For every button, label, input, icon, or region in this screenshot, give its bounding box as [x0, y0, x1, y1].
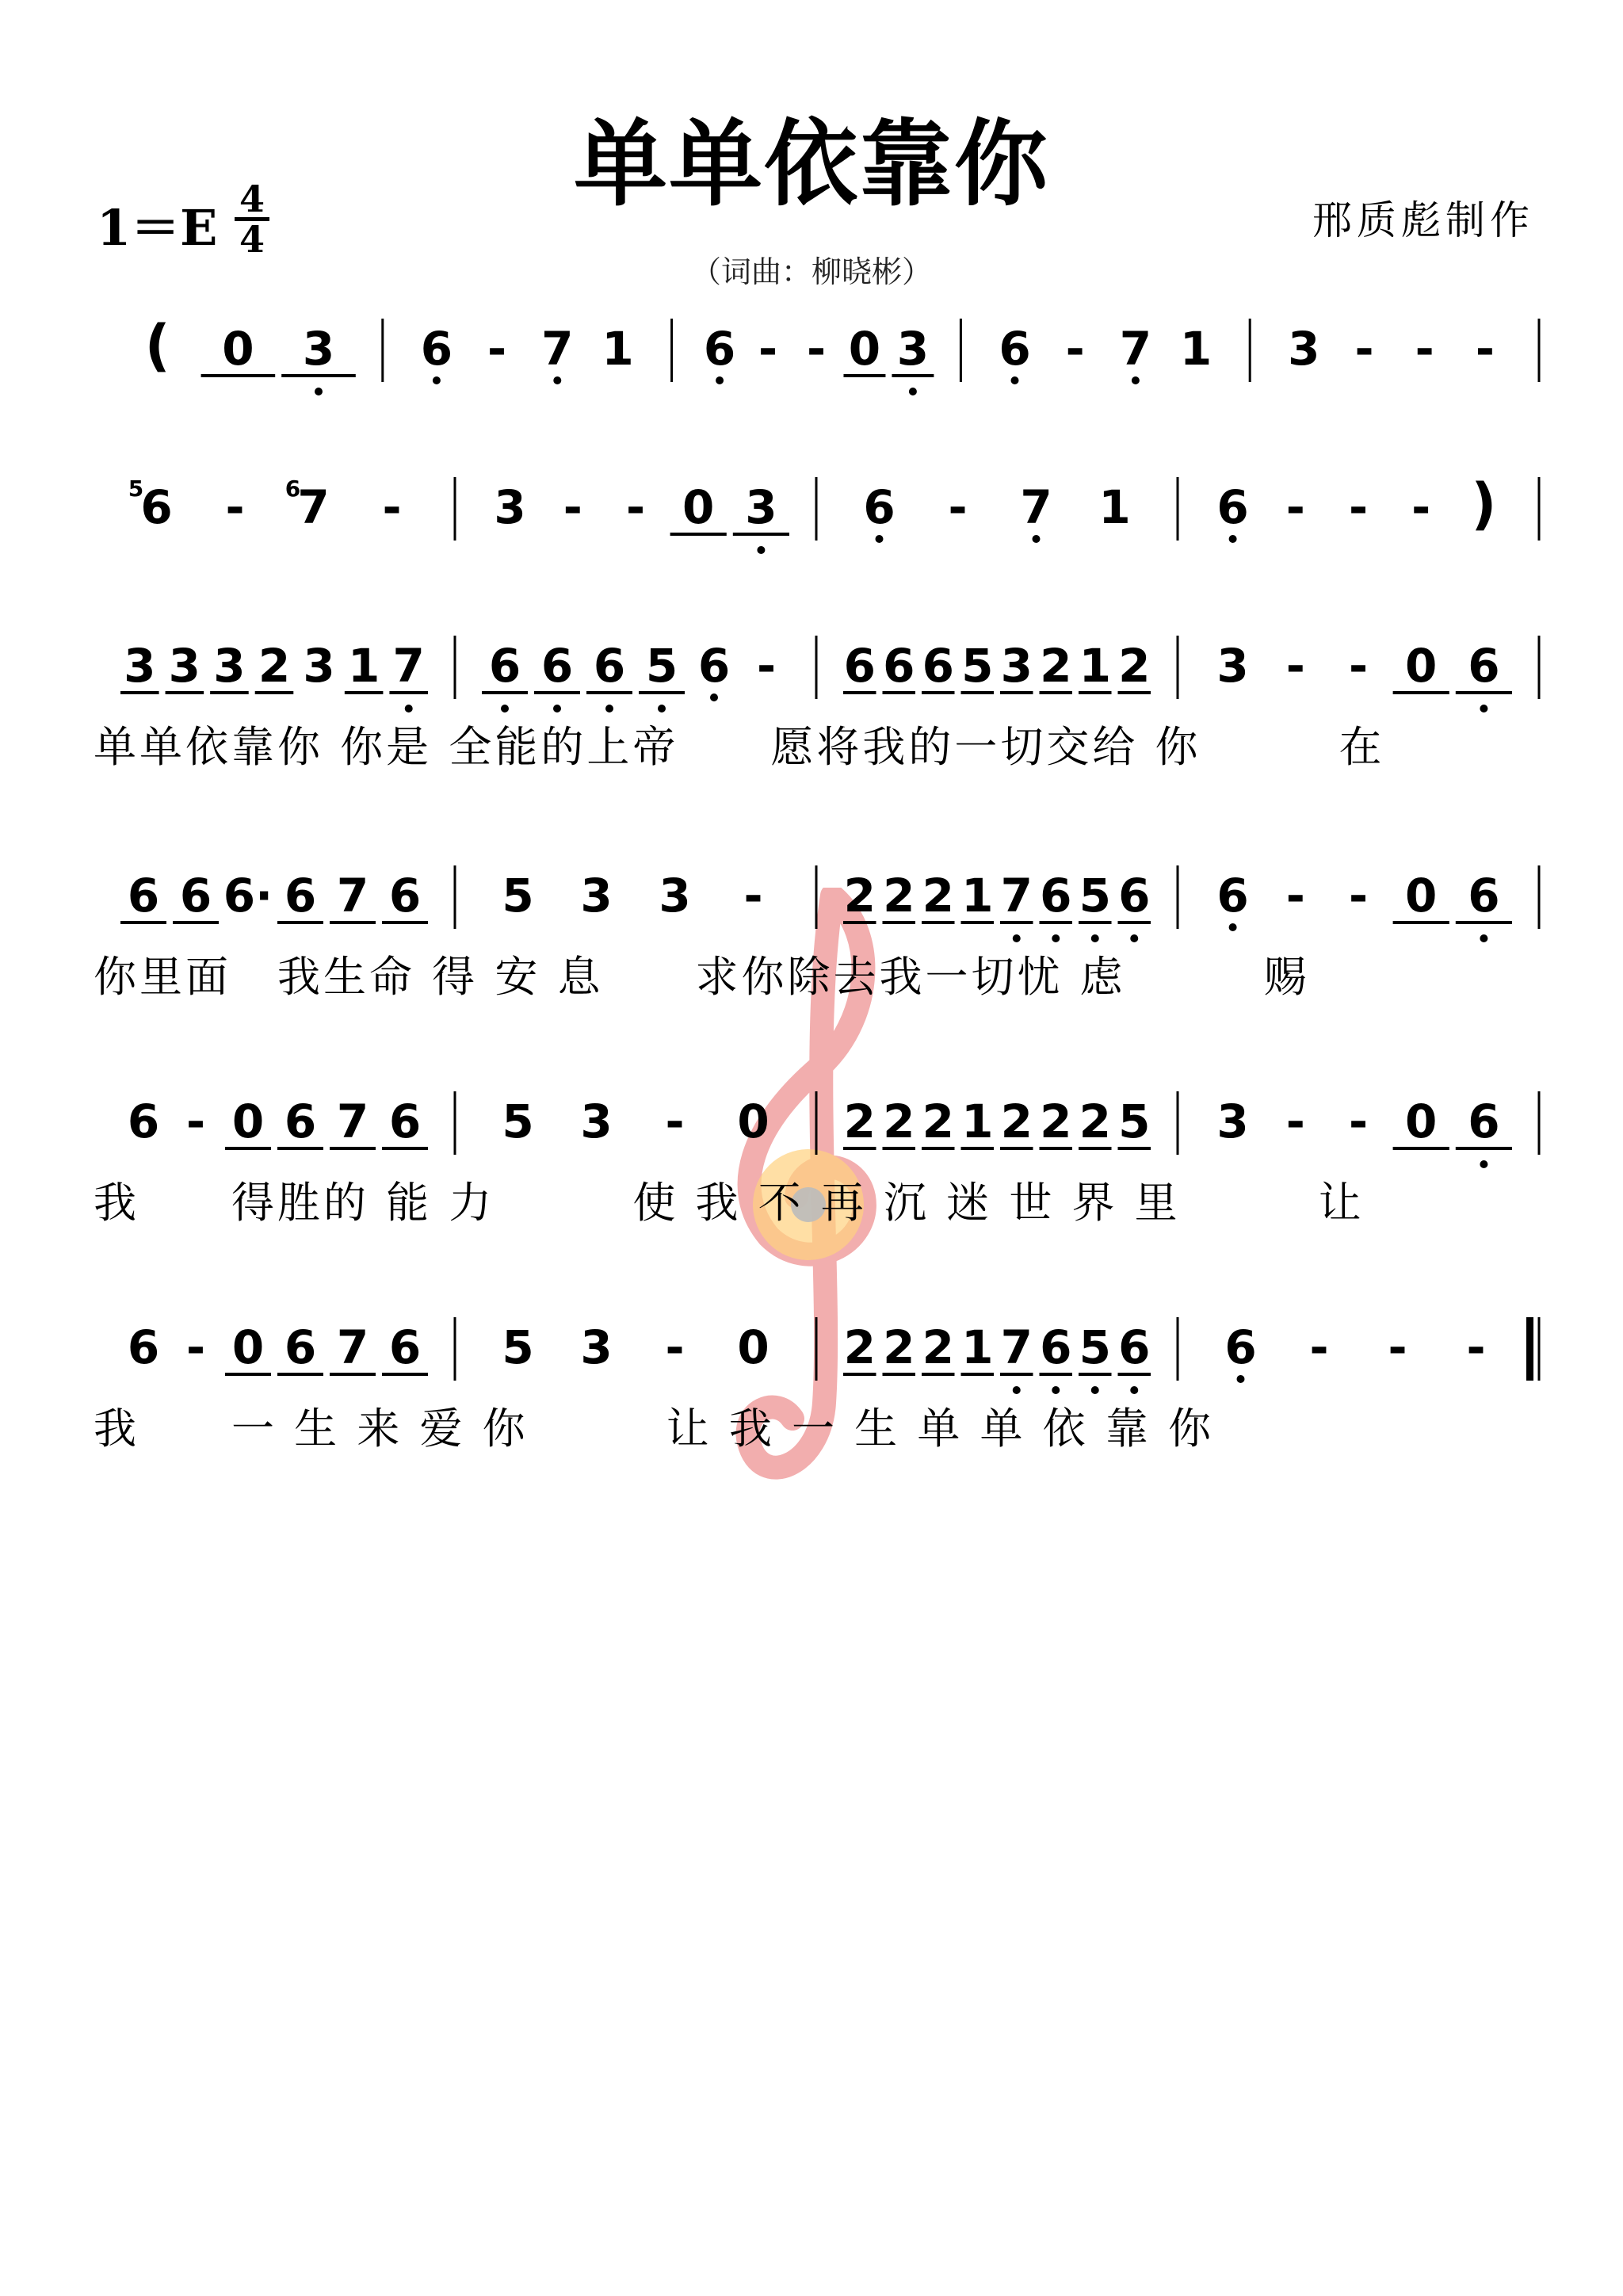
note: 2: [843, 869, 876, 923]
note: 5: [1118, 1095, 1151, 1148]
hold-dash: -: [1285, 1095, 1305, 1148]
note: 0: [231, 1320, 265, 1374]
note: 6: [284, 869, 317, 923]
note: 6: [1468, 1095, 1500, 1148]
note: 1: [1098, 480, 1131, 534]
low-octave-dot: [1052, 1386, 1060, 1394]
low-octave-dot: [1229, 535, 1237, 543]
hold-dash: -: [1285, 480, 1305, 534]
low-octave-dot: [553, 705, 561, 712]
note: 0: [848, 322, 881, 376]
lyric-line: 我 得胜的 能 力 使 我 不 再 沉 迷 世 界 里 让: [94, 1178, 1365, 1228]
lyric-line: 你里面 我生命 得 安 息 求你除去我一切忧 虑 赐: [94, 952, 1310, 1002]
low-octave-dot: [1013, 1386, 1021, 1394]
low-octave-dot: [501, 705, 509, 712]
note: 7: [392, 639, 425, 693]
low-octave-dot: [1480, 1160, 1487, 1168]
low-octave-dot: [1480, 705, 1487, 712]
note: 7: [1119, 322, 1152, 376]
hold-dash: -: [563, 480, 582, 534]
time-signature-bottom: 4: [239, 218, 265, 261]
low-octave-dot: [1132, 376, 1140, 384]
note: 0: [737, 1320, 769, 1374]
note: 3: [659, 869, 691, 923]
note: 2: [922, 869, 954, 923]
lyric-line: 我 一 生 来 爱 你 让 我 一 生 单 单 依 靠 你: [94, 1404, 1214, 1454]
note: 3: [494, 480, 526, 534]
low-octave-dot: [1237, 1375, 1245, 1383]
low-octave-dot: [1229, 923, 1237, 931]
low-octave-dot: [757, 546, 765, 554]
note: 3: [745, 480, 777, 534]
note: 6: [284, 1320, 317, 1374]
note: 7: [1000, 1320, 1033, 1374]
note: 5: [645, 639, 678, 693]
note: 6: [284, 1095, 317, 1148]
hold-dash: -: [1348, 639, 1369, 693]
note: 6: [843, 639, 876, 693]
note: 6: [697, 639, 731, 693]
note: 1: [1079, 639, 1111, 693]
note: 6: [127, 869, 160, 923]
note: 6: [488, 639, 521, 693]
repeat-paren: (: [144, 317, 170, 378]
note: 6: [127, 1095, 160, 1148]
song-title: 单单依靠你: [573, 109, 1049, 219]
hold-dash: -: [1285, 869, 1305, 923]
note: 2: [883, 1095, 915, 1148]
low-octave-dot: [716, 376, 724, 384]
maker-credit: 邢质彪制作: [1312, 197, 1534, 243]
note: 3: [1288, 322, 1320, 376]
hold-dash: -: [225, 480, 245, 534]
note: 3: [1216, 1095, 1249, 1148]
note: 1: [601, 322, 634, 376]
hold-dash: -: [1466, 1320, 1486, 1374]
note: 6: [1040, 869, 1072, 923]
note: 2: [1040, 639, 1072, 693]
low-octave-dot: [553, 376, 561, 384]
note: 7: [336, 869, 369, 923]
key-signature: 1＝E: [97, 199, 218, 257]
low-octave-dot: [1011, 376, 1019, 384]
note: 6: [863, 480, 896, 534]
note: 2: [843, 1095, 876, 1148]
note: 6: [593, 639, 626, 693]
note: 7: [336, 1320, 369, 1374]
hold-dash: -: [382, 480, 402, 534]
note: 6: [1224, 1320, 1257, 1374]
low-octave-dot: [1052, 934, 1060, 942]
note: 7: [1020, 480, 1052, 534]
low-octave-dot: [658, 705, 666, 712]
hold-dash: -: [1309, 1320, 1329, 1374]
note: 3: [124, 639, 156, 693]
note: 3: [896, 322, 930, 376]
low-octave-dot: [1091, 1386, 1099, 1394]
note: 6: [1468, 639, 1500, 693]
note: 6: [140, 480, 173, 534]
note: 6: [540, 639, 574, 693]
final-barline: [1526, 1317, 1533, 1381]
note: 3: [580, 869, 613, 923]
hold-dash: -: [806, 322, 827, 376]
low-octave-dot: [909, 388, 917, 395]
note: 6: [883, 639, 915, 693]
note: 3: [1216, 639, 1249, 693]
hold-dash: -: [1348, 869, 1369, 923]
hold-dash: -: [1348, 480, 1369, 534]
note: 6: [1040, 1320, 1072, 1374]
note: 6: [1468, 869, 1500, 923]
repeat-paren: ): [1471, 476, 1497, 537]
note: 0: [1405, 1095, 1438, 1148]
hold-dash: -: [1415, 322, 1434, 376]
hold-dash: -: [756, 639, 777, 693]
hold-dash: -: [1354, 322, 1374, 376]
low-octave-dot: [1130, 934, 1138, 942]
note: 3: [303, 639, 335, 693]
note: 6: [1118, 869, 1151, 923]
hold-dash: -: [1348, 1095, 1369, 1148]
note: 3: [580, 1320, 613, 1374]
note: 6: [999, 322, 1031, 376]
note: 5: [1079, 869, 1111, 923]
note: 5: [961, 639, 994, 693]
note: 3: [168, 639, 201, 693]
note: 7: [541, 322, 574, 376]
low-octave-dot: [605, 705, 613, 712]
hold-dash: -: [665, 1095, 685, 1148]
notation-line: [0, 317, 1623, 428]
note: 6·: [223, 869, 273, 923]
note: 5: [502, 869, 534, 923]
low-octave-dot: [1480, 934, 1487, 942]
note: 3: [580, 1095, 613, 1148]
note: 2: [1000, 1095, 1033, 1148]
note: 3: [302, 322, 335, 376]
note: 1: [1179, 322, 1212, 376]
hold-dash: -: [948, 480, 968, 534]
note: 0: [737, 1095, 769, 1148]
note: 2: [258, 639, 291, 693]
note: 2: [883, 1320, 915, 1374]
low-octave-dot: [876, 535, 884, 543]
time-signature-top: 4: [239, 178, 265, 220]
note: 5: [1079, 1320, 1111, 1374]
hold-dash: -: [1065, 322, 1085, 376]
note: 0: [1405, 869, 1438, 923]
note: 1: [961, 1320, 994, 1374]
low-octave-dot: [1013, 934, 1021, 942]
note: 6: [420, 322, 453, 376]
low-octave-dot: [315, 388, 323, 395]
note: 6: [179, 869, 212, 923]
note: 1: [961, 869, 994, 923]
note: 5: [502, 1095, 534, 1148]
hold-dash: -: [185, 1320, 206, 1374]
note: 2: [883, 869, 915, 923]
hold-dash: -: [1285, 639, 1305, 693]
time-signature: [235, 178, 269, 261]
note: 2: [1040, 1095, 1072, 1148]
note: 2: [843, 1320, 876, 1374]
hold-dash: -: [487, 322, 507, 376]
note: 3: [213, 639, 246, 693]
grace-note: 5: [128, 476, 144, 502]
low-octave-dot: [1091, 934, 1099, 942]
note: 0: [682, 480, 715, 534]
hold-dash: -: [665, 1320, 685, 1374]
note: 7: [1000, 869, 1033, 923]
low-octave-dot: [1130, 1386, 1138, 1394]
note: 0: [231, 1095, 265, 1148]
note: 6: [127, 1320, 160, 1374]
note: 6: [1216, 869, 1249, 923]
lyric-music-credit: （词曲：柳晓彬）: [690, 254, 932, 289]
note: 6: [1118, 1320, 1151, 1374]
notation-line: [0, 476, 1623, 586]
hold-dash: -: [758, 322, 778, 376]
note: 6: [388, 1320, 422, 1374]
note: 1: [347, 639, 380, 693]
low-octave-dot: [710, 693, 718, 701]
note: 6: [388, 869, 422, 923]
note: 2: [1118, 639, 1151, 693]
low-octave-dot: [1033, 535, 1041, 543]
hold-dash: -: [185, 1095, 206, 1148]
note: 7: [297, 480, 330, 534]
note: 6: [703, 322, 736, 376]
hold-dash: -: [625, 480, 646, 534]
low-octave-dot: [405, 705, 413, 712]
grace-note: 6: [285, 476, 301, 502]
note: 2: [922, 1320, 954, 1374]
note: 3: [1000, 639, 1033, 693]
note: 7: [336, 1095, 369, 1148]
note: 6: [922, 639, 954, 693]
note: 1: [961, 1095, 994, 1148]
note: 5: [502, 1320, 534, 1374]
note: 0: [222, 322, 254, 376]
hold-dash: -: [1388, 1320, 1407, 1374]
hold-dash: -: [1411, 480, 1431, 534]
note: 2: [1079, 1095, 1111, 1148]
note: 6: [388, 1095, 422, 1148]
lyric-line: 单单依靠你 你是 全能的上帝 愿将我的一切交给 你 在: [94, 722, 1385, 772]
note: 6: [1216, 480, 1249, 534]
hold-dash: -: [743, 869, 763, 923]
low-octave-dot: [433, 376, 441, 384]
note: 2: [922, 1095, 954, 1148]
note: 0: [1405, 639, 1438, 693]
hold-dash: -: [1475, 322, 1495, 376]
